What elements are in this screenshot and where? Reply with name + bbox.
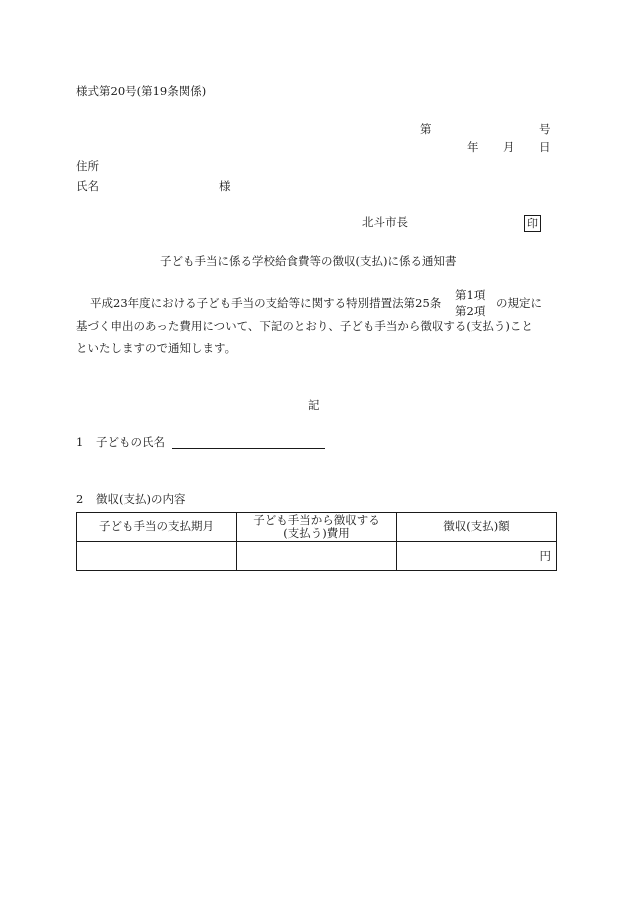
table-row <box>77 542 557 571</box>
header-expense-line2: (支払う)費用 <box>283 526 350 540</box>
cell-payment-period <box>77 542 237 571</box>
item1-label: 子どもの氏名 <box>96 435 165 449</box>
ki-heading: 記 <box>308 398 320 412</box>
child-name-blank-line <box>172 448 325 449</box>
header-payment-period: 子ども手当の支払期月 <box>77 513 237 542</box>
body-line2: 基づく申出のあった費用について、下記のとおり、子ども手当から徴収する(支払う)こと <box>76 319 533 333</box>
form-number: 様式第20号(第19条関係) <box>76 84 207 98</box>
document-title: 子ども手当に係る学校給食費等の徴収(支払)に係る通知書 <box>160 254 457 268</box>
clause-option-2: 第2項 <box>455 304 486 318</box>
doc-number-suffix: 号 <box>539 122 551 136</box>
body-line3: といたしますので通知します。 <box>76 341 237 355</box>
body-line1-prefix: 平成23年度における子ども手当の支給等に関する特別措置法第25条 <box>90 296 442 310</box>
cell-amount <box>397 542 557 571</box>
content-table <box>76 512 557 571</box>
date-year-label: 年 <box>467 140 479 154</box>
doc-number-prefix: 第 <box>420 122 432 136</box>
body-line1-suffix: の規定に <box>496 296 542 310</box>
item2-label: 徴収(支払)の内容 <box>96 492 186 506</box>
address-label: 住所 <box>76 159 99 173</box>
issuer-name: 北斗市長 <box>362 215 408 229</box>
item2-number: 2 <box>76 492 84 506</box>
header-expense <box>237 513 397 542</box>
cell-expense <box>237 542 397 571</box>
honorific: 様 <box>219 179 231 193</box>
date-day-label: 日 <box>539 140 551 154</box>
clause-option-1: 第1項 <box>455 288 486 302</box>
seal-mark: 印 <box>524 215 541 232</box>
header-expense-line1: 子ども手当から徴収する <box>253 512 380 527</box>
yen-unit: 円 <box>539 549 551 563</box>
date-month-label: 月 <box>503 140 515 154</box>
header-amount: 徴収(支払)額 <box>397 513 557 542</box>
name-label: 氏名 <box>76 179 99 193</box>
item1-number: 1 <box>76 435 84 449</box>
table-header-row <box>77 513 557 542</box>
